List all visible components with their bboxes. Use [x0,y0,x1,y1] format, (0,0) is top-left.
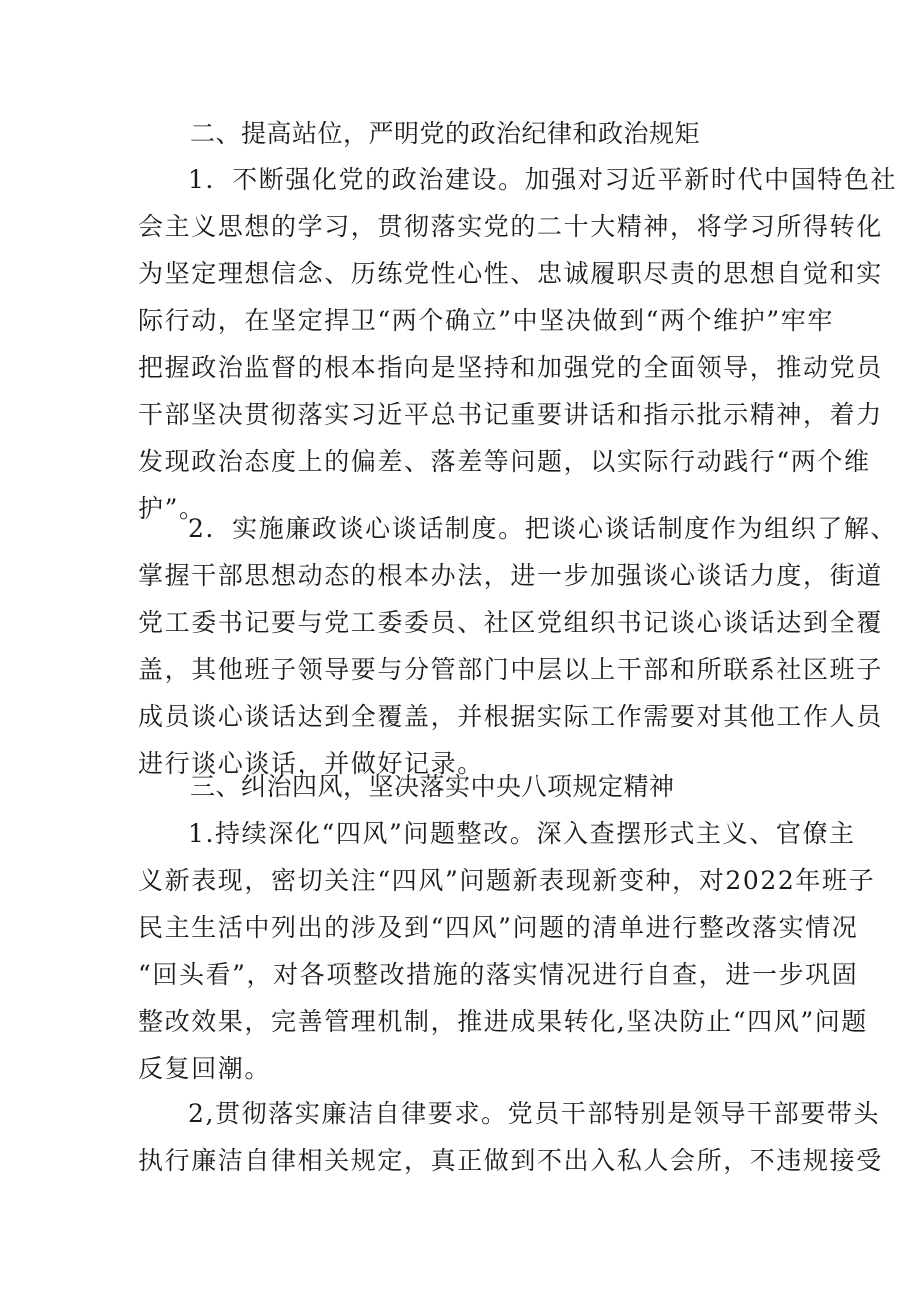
text-line: 1.持续深化“四风”问题整改。深入查摆形式主义、官僚主 [188,819,856,848]
text-line: 护”。 [138,494,206,523]
text-line: 发现政治态度上的偏差、落差等问题，以实际行动践行“两个维 [138,447,871,476]
text-line: 2．实施廉政谈心谈话制度。把谈心谈话制度作为组织了解、 [188,514,898,543]
text-line: 际行动，在坚定捍卫“两个确立”中坚决做到“两个维护”牢牢 [138,306,834,335]
text-line: “回头看”，对各项整改措施的落实情况进行自查，进一步巩固 [138,960,859,989]
text-line: 民主生活中列出的涉及到“四风”问题的清单进行整改落实情况 [138,913,859,942]
text-line: 为坚定理想信念、历练党性心性、忠诚履职尽责的思想自觉和实 [138,259,883,288]
text-line: 干部坚决贯彻落实习近平总书记重要讲话和指示批示精神，着力 [138,400,883,429]
text-line: 掌握干部思想动态的根本办法，进一步加强谈心谈话力度，街道 [138,561,883,590]
text-line: 2,贯彻落实廉洁自律要求。党员干部特别是领导干部要带头 [188,1099,881,1128]
paragraph-3-1 [138,810,876,1092]
text-line: 义新表现，密切关注“四风”问题新表现新变种，对2022年班子 [138,866,876,895]
paragraph-2-1 [138,156,898,532]
text-line: 1．不断强化党的政治建设。加强对习近平新时代中国特色社 [188,165,898,194]
section-heading-3: 三、纠治四风，坚决落实中央八项规定精神 [190,772,675,801]
text-line: 党工委书记要与党工委委员、社区党组织书记谈心谈话达到全覆 [138,608,883,637]
text-line: 反复回潮。 [138,1054,272,1083]
paragraph-2-2 [138,505,898,787]
text-line: 进行谈心谈话，并做好记录。 [138,749,484,778]
section-heading-2: 二、提高站位，严明党的政治纪律和政治规矩 [190,119,701,148]
text-line: 执行廉洁自律相关规定，真正做到不出入私人会所，不违规接受 [138,1146,883,1175]
text-line: 会主义思想的学习，贯彻落实党的二十大精神，将学习所得转化 [138,212,883,241]
text-line: 把握政治监督的根本指向是坚持和加强党的全面领导，推动党员 [138,353,883,382]
text-line: 整改效果，完善管理机制，推进成果转化,坚决防止“四风”问题 [138,1007,868,1036]
text-line: 盖，其他班子领导要与分管部门中层以上干部和所联系社区班子 [138,655,883,684]
text-line: 成员谈心谈话达到全覆盖，并根据实际工作需要对其他工作人员 [138,702,883,731]
paragraph-3-2 [138,1090,883,1184]
